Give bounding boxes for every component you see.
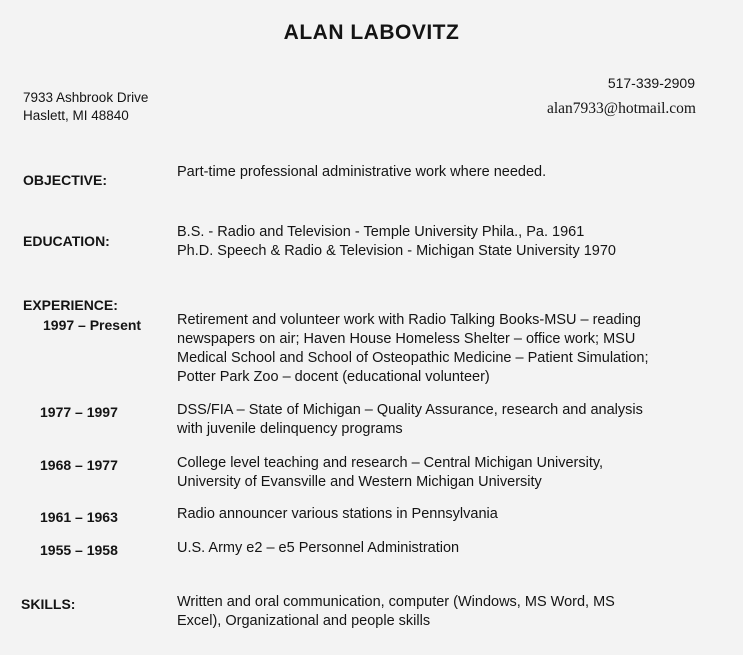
experience-line: College level teaching and research – Central Michigan University, xyxy=(177,455,604,471)
experience-line: Retirement and volunteer work with Radio Talking Books-MSU – reading xyxy=(177,312,641,328)
phone-number: 517-339-2909 xyxy=(607,75,695,91)
experience-description xyxy=(177,311,717,387)
experience-description xyxy=(177,454,717,492)
experience-dates: 1955 – 1958 xyxy=(40,542,118,558)
objective-text: Part-time professional administrative work where needed. xyxy=(177,164,547,180)
experience-line: University of Evansville and Western Michigan University xyxy=(177,474,542,490)
experience-label: EXPERIENCE: xyxy=(23,297,118,313)
education-line: Ph.D. Speech & Radio & Television - Michigan State University 1970 xyxy=(177,243,616,259)
experience-line: U.S. Army e2 – e5 Personnel Administration xyxy=(177,540,460,556)
education-line: B.S. - Radio and Television - Temple University Phila., Pa. 1961 xyxy=(177,224,585,240)
experience-line: DSS/FIA – State of Michigan – Quality Assurance, research and analysis xyxy=(177,402,643,418)
experience-dates: 1977 – 1997 xyxy=(40,404,118,420)
experience-line: newspapers on air; Haven House Homeless Shelter – office work; MSU xyxy=(177,331,636,347)
experience-description xyxy=(177,539,717,558)
experience-dates: 1997 – Present xyxy=(43,317,142,333)
education-text xyxy=(177,223,717,261)
skills-line: Written and oral communication, computer (Windows, MS Word, MS xyxy=(177,594,615,610)
address-block xyxy=(23,89,148,125)
email-address: alan7933@hotmail.com xyxy=(546,100,696,117)
education-label: EDUCATION: xyxy=(23,233,110,249)
experience-line: Potter Park Zoo – docent (educational volunteer) xyxy=(177,369,490,385)
address-line-city: Haslett, MI 48840 xyxy=(23,108,129,123)
experience-line: with juvenile delinquency programs xyxy=(177,421,403,437)
skills-text xyxy=(177,593,717,631)
skills-line: Excel), Organizational and people skills xyxy=(177,613,431,629)
experience-description xyxy=(177,401,717,439)
experience-description xyxy=(177,505,717,524)
experience-line: Radio announcer various stations in Pennsylvania xyxy=(177,506,498,522)
experience-dates: 1968 – 1977 xyxy=(40,457,118,473)
objective-label: OBJECTIVE: xyxy=(23,172,108,188)
address-line-street: 7933 Ashbrook Drive xyxy=(23,90,149,105)
skills-label: SKILLS: xyxy=(21,596,76,612)
resume-name: ALAN LABOVITZ xyxy=(283,21,460,44)
experience-line: Medical School and School of Osteopathic Medicine – Patient Simulation; xyxy=(177,350,649,366)
experience-dates: 1961 – 1963 xyxy=(40,509,118,525)
